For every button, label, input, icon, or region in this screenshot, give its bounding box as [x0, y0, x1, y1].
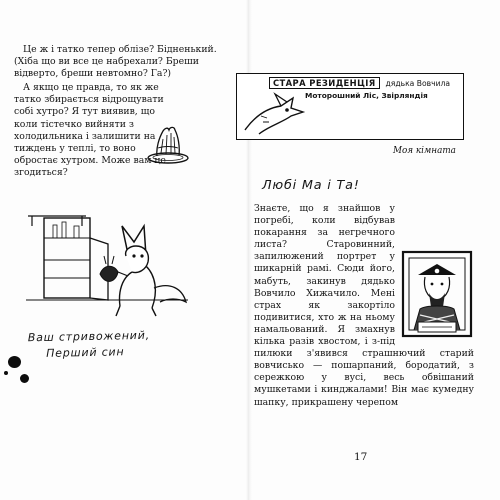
page-number: 17 — [354, 451, 368, 463]
ink-blot-large — [8, 356, 21, 368]
letterhead-title: СТАРА РЕЗИДЕНЦІЯ — [269, 77, 380, 89]
left-page-text — [14, 44, 236, 179]
left-paragraph-2: А якщо це правда, то як же татко збирається відрощувати собі хутро? Я тут виявив, що коли тістечко вийняти з холодильника і залишити на тиждень у теплі, то воно обростає хутром. Може вам це згодиться? — [14, 82, 166, 178]
letterhead-address: Моторошний Ліс, Звірляндія — [305, 91, 428, 100]
ink-blot-small — [4, 371, 8, 375]
ink-blot-medium — [20, 374, 29, 383]
right-body-text: Знаєте, що я знайшов у погребі, коли відбував покарання за негречного листа? Старовинний, запилюжений портрет у шикарній рамі. Сюди його, мабуть, закинув дядько Вовчило Хижачило. Мені страх як закортіло подивитися, хто ж на ньому намальований. Я змахнув кілька разів хвостом, і з-під пилюки з'явився страшнючий старий вовчисько — пошарпаний, бородатий, з сережкою у вусі, весь обвішаний мушкетами і кинджалами! Він має кумедну шапку, прикрашену черепом — [254, 203, 474, 408]
wolf-head-icon — [241, 90, 307, 136]
signature-line-2: Перший син — [46, 345, 125, 360]
right-page-text — [254, 203, 474, 409]
signature — [28, 328, 151, 363]
letterhead-box — [236, 73, 464, 140]
letter-subtitle: Моя кімната — [393, 146, 456, 156]
pirate-wolf-portrait-illustration — [400, 249, 474, 339]
signature-line-1: Ваш стривожений, — [27, 328, 151, 345]
cake-illustration — [142, 120, 194, 166]
letterhead-owner: дядька Вовчила — [385, 79, 451, 88]
left-paragraph-1: Це ж і татко тепер облізе? Бідненький. (Хіба що ви все це набрехали? Бреши відверто, бреши невтомно? Га?) — [14, 44, 217, 80]
letter-greeting: Любі Ма і Та! — [262, 178, 360, 193]
fox-at-fridge-illustration — [22, 212, 194, 324]
